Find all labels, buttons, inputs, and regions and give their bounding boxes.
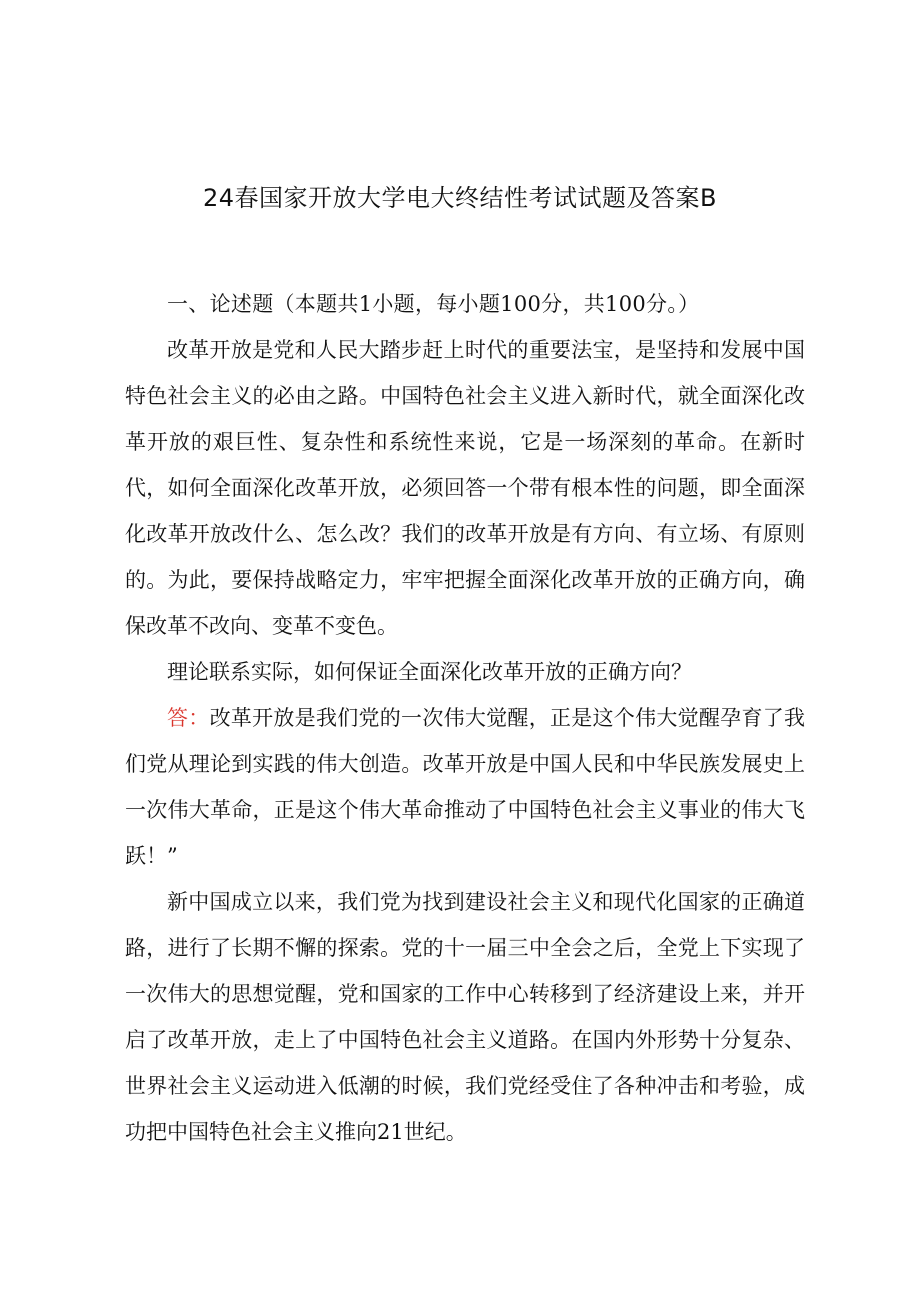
section-heading: 一、论述题（本题共1小题，每小题100分，共100分。） [167,292,700,316]
question-prompt: 理论联系实际，如何保证全面深化改革开放的正确方向？ [167,660,692,684]
answer-paragraph-2: 新中国成立以来，我们党为找到建设社会主义和现代化国家的正确道路，进行了长期不懈的探索。党的十一届三中全会之后，全党上下实现了一次伟大的思想觉醒，党和国家的工作中心转移到了经济建设上来，并开启了改革开放，走上了中国特色社会主义道路。在国内外形势十分复杂、世界社会主义运动进入低潮的时候，我们党经受住了各种冲击和考验，成功把中国特色社会主义推向21世纪。 [125,890,805,1144]
answer-label: 答： [167,706,210,730]
document-body [125,281,805,1155]
answer-paragraph-1-text: 改革开放是我们党的一次伟大觉醒，正是这个伟大觉醒孕育了我们党从理论到实践的伟大创造。改革开放是中国人民和中华民族发展史上一次伟大革命，正是这个伟大革命推动了中国特色社会主义事业的伟大飞跃！” [125,706,806,868]
document-title: 24春国家开放大学电大终结性考试试题及答案B [202,184,717,212]
question-paragraph: 改革开放是党和人民大踏步赶上时代的重要法宝，是坚持和发展中国特色社会主义的必由之路。中国特色社会主义进入新时代，就全面深化改革开放的艰巨性、复杂性和系统性来说，它是一场深刻的革命。在新时代，如何全面深化改革开放，必须回答一个带有根本性的问题，即全面深化改革开放改什么、怎么改？我们的改革开放是有方向、有立场、有原则的。为此，要保持战略定力，牢牢把握全面深化改革开放的正确方向，确保改革不改向、变革不变色。 [125,338,805,638]
answer-paragraph-1 [125,695,805,879]
